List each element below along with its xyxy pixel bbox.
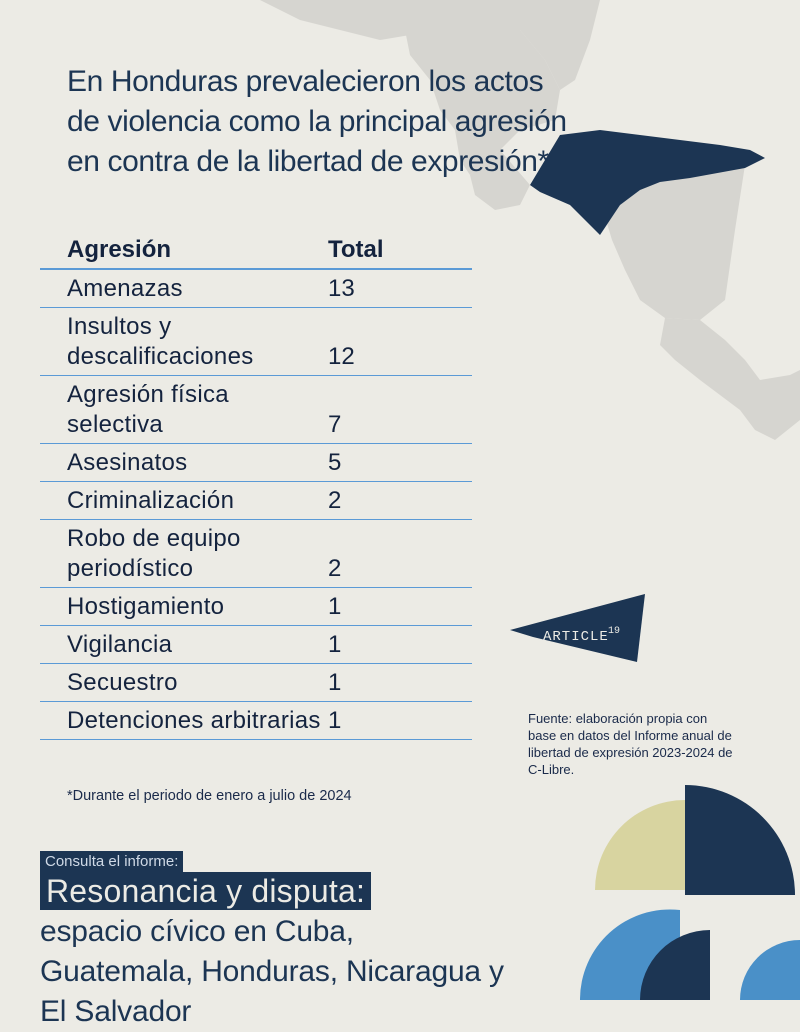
navy-quarter-circle-top bbox=[685, 785, 795, 895]
row-total: 1 bbox=[328, 631, 342, 658]
table-row bbox=[40, 270, 472, 308]
table-row bbox=[40, 376, 472, 444]
table-row bbox=[40, 482, 472, 520]
row-label: Criminalización bbox=[67, 487, 235, 514]
row-total: 1 bbox=[328, 593, 342, 620]
report-title: Resonancia y disputa: bbox=[40, 872, 371, 910]
article19-logo bbox=[505, 592, 650, 667]
logo-superscript: 19 bbox=[608, 626, 621, 637]
table-row bbox=[40, 520, 472, 588]
row-label: Robo de equipo periodístico bbox=[67, 525, 241, 582]
table-row bbox=[40, 626, 472, 664]
blue-quarter-circle-right bbox=[740, 940, 800, 1000]
row-label: Detenciones arbitrarias bbox=[67, 707, 321, 734]
row-total: 12 bbox=[328, 343, 355, 370]
row-label: Secuestro bbox=[67, 669, 178, 696]
table-row bbox=[40, 702, 472, 740]
report-subtitle: espacio cívico en Cuba, Guatemala, Honduras, Nicaragua y El Salvador bbox=[40, 915, 504, 1028]
row-label: Hostigamiento bbox=[67, 593, 225, 620]
table-header bbox=[40, 232, 472, 270]
mexico-landmass bbox=[260, 0, 430, 40]
row-label: Amenazas bbox=[67, 275, 183, 302]
table-row bbox=[40, 664, 472, 702]
row-total: 2 bbox=[328, 487, 342, 514]
row-total: 7 bbox=[328, 411, 342, 438]
row-total: 1 bbox=[328, 707, 342, 734]
table-row bbox=[40, 588, 472, 626]
logo-flag-shape bbox=[510, 594, 645, 662]
consulta-label: Consulta el informe: bbox=[40, 851, 183, 873]
table-row bbox=[40, 444, 472, 482]
table-row bbox=[40, 308, 472, 376]
header-agresion: Agresión bbox=[67, 236, 172, 263]
row-total: 5 bbox=[328, 449, 342, 476]
row-total: 1 bbox=[328, 669, 342, 696]
page-title: En Honduras prevalecieron los actos de violencia como la principal agresión en contra de la libertad de expresión* bbox=[67, 65, 567, 178]
header-total: Total bbox=[328, 236, 384, 263]
row-total: 13 bbox=[328, 275, 355, 302]
footnote: *Durante el periodo de enero a julio de 2024 bbox=[67, 788, 352, 804]
aggression-table bbox=[40, 232, 472, 740]
source-note: Fuente: elaboración propia con base en datos del Informe anual de libertad de expresión 2023-2024 de C-Libre. bbox=[528, 711, 733, 777]
row-label: Insultos y descalificaciones bbox=[67, 313, 254, 370]
costa-rica-panama-shape bbox=[660, 318, 800, 440]
logo-text: ARTICLE bbox=[543, 629, 609, 645]
row-label: Vigilancia bbox=[67, 631, 173, 658]
row-total: 2 bbox=[328, 555, 342, 582]
row-label: Agresión física selectiva bbox=[67, 381, 229, 438]
khaki-quarter-circle bbox=[595, 800, 685, 890]
geometric-decoration bbox=[580, 780, 800, 1000]
row-label: Asesinatos bbox=[67, 449, 188, 476]
